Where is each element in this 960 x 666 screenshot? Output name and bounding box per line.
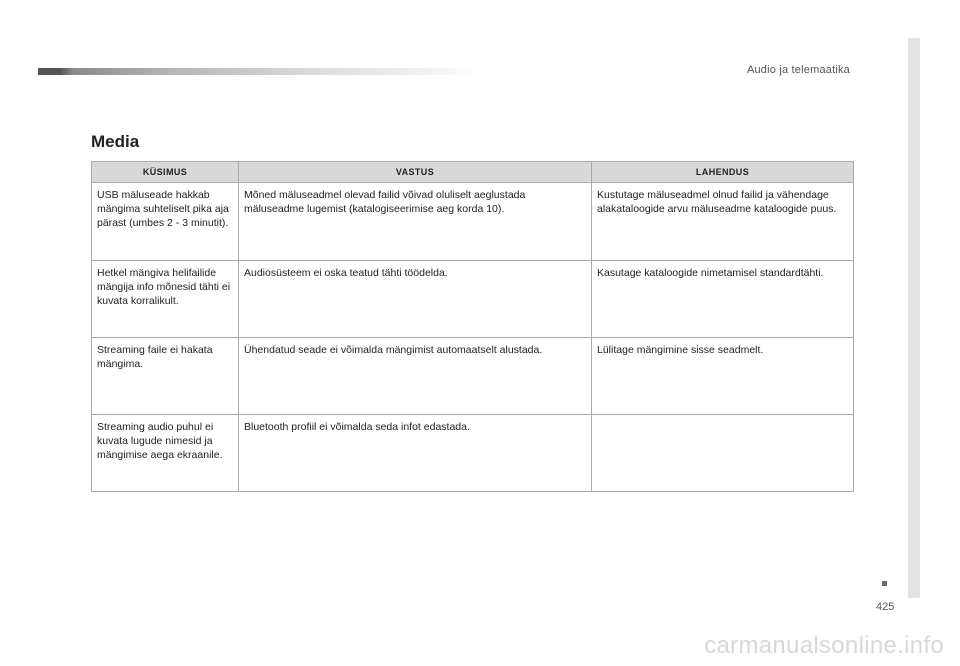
- header-decorative-bar: [38, 68, 478, 75]
- answer-cell: Mõned mäluseadmel olevad failid võivad oluliselt aeglustada mäluseadme lugemist (katalogiseerimise aeg korda 10).: [239, 183, 592, 261]
- table-row: [92, 183, 854, 261]
- page-title: Media: [91, 132, 140, 151]
- faq-table: [91, 161, 854, 492]
- table-row: [92, 338, 854, 415]
- section-header: Audio ja telemaatika: [746, 64, 850, 76]
- question-cell: USB mäluseade hakkab mängima suhteliselt pika aja pärast (umbes 2 - 3 minutit).: [92, 183, 239, 261]
- table-row: [92, 415, 854, 492]
- solution-cell: Lülitage mängimine sisse seadmelt.: [592, 338, 854, 415]
- column-header-question: KÜSIMUS: [92, 162, 239, 183]
- answer-cell: Audiosüsteem ei oska teatud tähti töödelda.: [239, 261, 592, 338]
- column-header-solution: LAHENDUS: [592, 162, 854, 183]
- table-row: [92, 261, 854, 338]
- solution-cell: Kasutage kataloogide nimetamisel standardtähti.: [592, 261, 854, 338]
- question-cell: Streaming audio puhul ei kuvata lugude nimesid ja mängimise aega ekraanile.: [92, 415, 239, 492]
- answer-cell: Bluetooth profiil ei võimalda seda infot edastada.: [239, 415, 592, 492]
- question-cell: Streaming faile ei hakata mängima.: [92, 338, 239, 415]
- page-number: 425: [876, 601, 895, 613]
- solution-cell: Kustutage mäluseadmel olnud failid ja vähendage alakataloogide arvu mäluseadme kataloogide puus.: [592, 183, 854, 261]
- table-header-row: [92, 162, 854, 183]
- solution-cell: [592, 415, 854, 492]
- side-page-strip: [908, 38, 920, 598]
- answer-cell: Ühendatud seade ei võimalda mängimist automaatselt alustada.: [239, 338, 592, 415]
- question-cell: Hetkel mängiva helifailide mängija info mõnesid tähti ei kuvata korralikult.: [92, 261, 239, 338]
- page-marker-square: [882, 581, 887, 586]
- column-header-answer: VASTUS: [239, 162, 592, 183]
- watermark: carmanualsonline.info: [704, 632, 944, 659]
